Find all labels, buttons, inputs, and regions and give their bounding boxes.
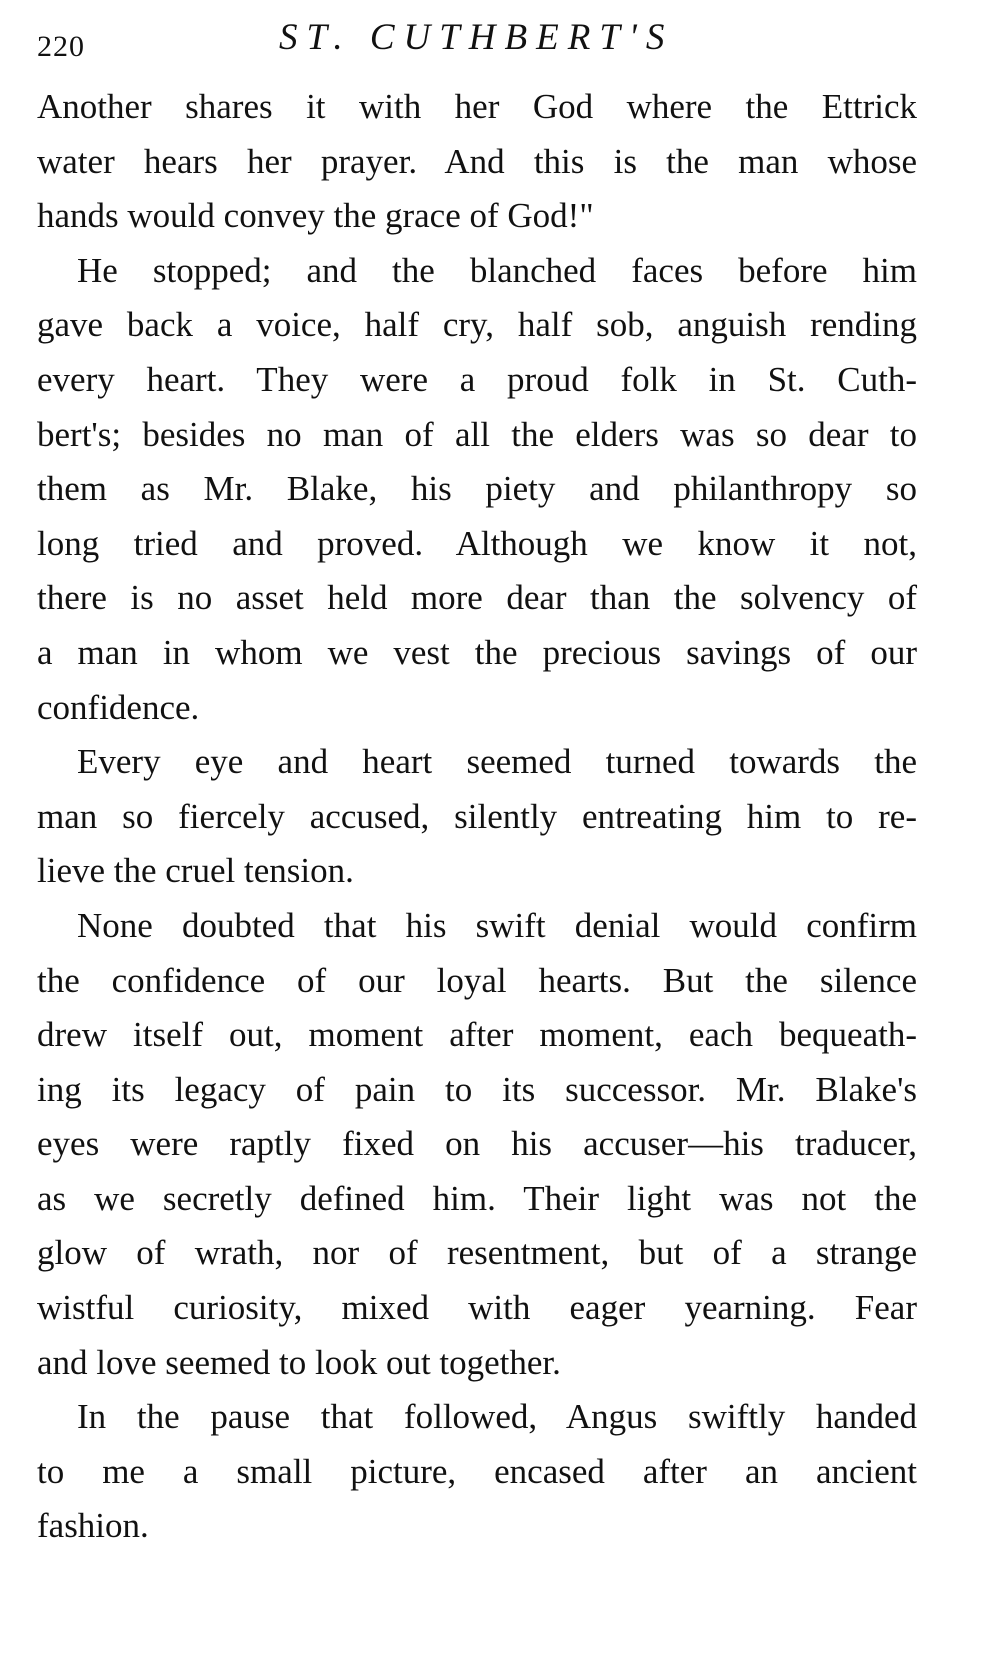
text-line: bert's; besides no man of all the elders was so dear to: [37, 414, 917, 454]
text-line: to me a small picture, encased after an ancient: [37, 1451, 917, 1491]
text-line: ing its legacy of pain to its successor. Mr. Blake's: [37, 1069, 917, 1109]
text-line: Every eye and heart seemed turned towards the: [77, 742, 917, 782]
text-line: glow of wrath, nor of resentment, but of a strange: [37, 1233, 917, 1273]
text-line: every heart. They were a proud folk in St. Cuth-: [37, 359, 917, 399]
text-line: the confidence of our loyal hearts. But the silence: [37, 960, 917, 1000]
text-line: and love seemed to look out together.: [37, 1342, 561, 1382]
text-line: man so fiercely accused, silently entreating him to re-: [37, 796, 917, 836]
text-line: a man in whom we vest the precious savings of our: [37, 632, 917, 672]
running-title: ST. CUTHBERT'S: [279, 17, 674, 58]
text-line: He stopped; and the blanched faces before him: [77, 250, 917, 290]
text-line: there is no asset held more dear than the solvency of: [37, 578, 917, 618]
text-line: them as Mr. Blake, his piety and philanthropy so: [37, 469, 917, 509]
text-line: In the pause that followed, Angus swiftly handed: [77, 1397, 917, 1437]
page-number: 220: [37, 30, 85, 63]
text-line: gave back a voice, half cry, half sob, anguish rending: [37, 305, 917, 345]
body-text: [37, 80, 917, 1554]
text-line: None doubted that his swift denial would confirm: [77, 905, 917, 945]
text-line: water hears her prayer. And this is the man whose: [37, 141, 917, 181]
text-line: confidence.: [37, 687, 200, 727]
text-line: Another shares it with her God where the Ettrick: [37, 87, 917, 126]
running-head: [37, 14, 917, 74]
text-line: hands would convey the grace of God!": [37, 196, 594, 236]
text-line: fashion.: [37, 1506, 149, 1546]
text-line: lieve the cruel tension.: [37, 851, 354, 891]
text-line: as we secretly defined him. Their light was not the: [37, 1178, 917, 1218]
text-line: eyes were raptly fixed on his accuser—his traducer,: [37, 1124, 917, 1164]
text-line: drew itself out, moment after moment, each bequeath-: [37, 1015, 917, 1055]
text-line: wistful curiosity, mixed with eager yearning. Fear: [37, 1288, 917, 1328]
text-line: long tried and proved. Although we know it not,: [37, 523, 917, 563]
